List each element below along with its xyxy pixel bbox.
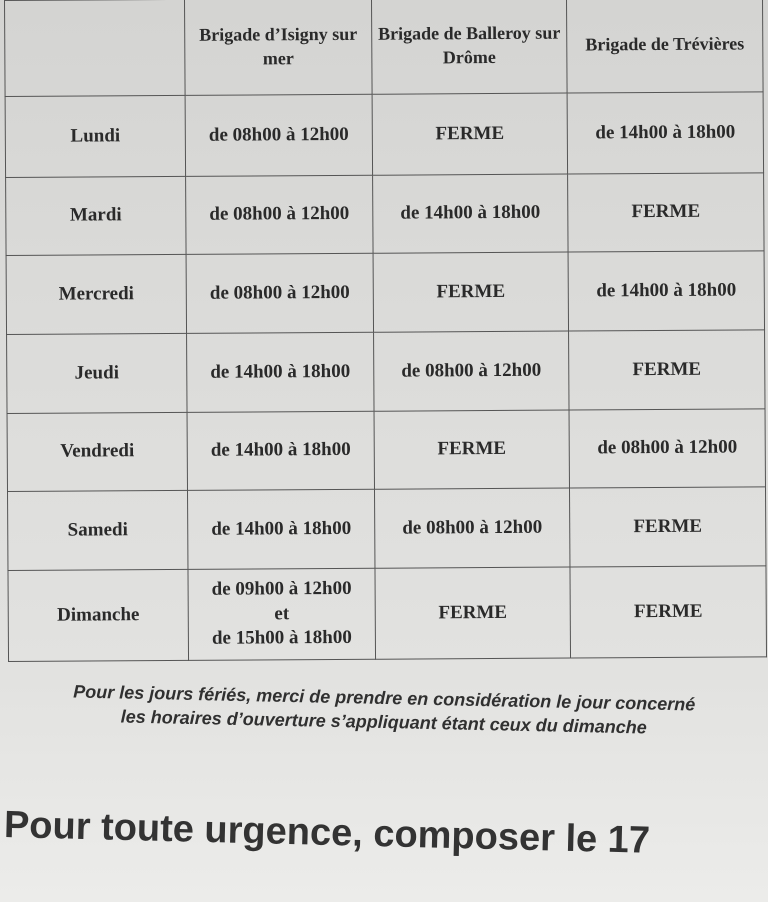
holiday-note-line-2: les horaires d’ouverture s’appliquant étant ceux du dimanche (120, 706, 647, 738)
isigny-hours: de 14h00 à 18h00 (187, 411, 374, 491)
trevieres-hours: FERME (569, 330, 765, 410)
trevieres-hours: de 14h00 à 18h00 (568, 251, 764, 331)
balleroy-hours: FERME (373, 252, 568, 332)
isigny-hours: de 14h00 à 18h00 (187, 332, 374, 412)
table-row (6, 173, 764, 256)
header-trevieres: Brigade de Trévières (566, 0, 763, 93)
isigny-hours (188, 568, 376, 660)
trevieres-hours: de 14h00 à 18h00 (567, 92, 763, 174)
table-row (7, 409, 765, 492)
isigny-hours-line: de 09h00 à 12h00 (211, 577, 352, 600)
day-cell: Vendredi (7, 412, 187, 492)
day-cell: Lundi (5, 95, 185, 177)
table-row (7, 330, 765, 413)
header-balleroy: Brigade de Balleroy sur Drôme (371, 0, 567, 94)
trevieres-hours: FERME (568, 173, 764, 253)
trevieres-hours: FERME (569, 487, 765, 567)
trevieres-hours: FERME (570, 566, 767, 658)
balleroy-hours: FERME (372, 93, 567, 175)
balleroy-hours: FERME (375, 567, 571, 659)
day-cell: Dimanche (8, 570, 189, 662)
balleroy-hours: de 14h00 à 18h00 (373, 174, 568, 254)
day-cell: Mercredi (6, 255, 186, 335)
table-row (8, 487, 766, 570)
table-header-row (5, 0, 764, 96)
holiday-note (0, 678, 768, 742)
day-cell: Mardi (6, 176, 186, 256)
trevieres-hours: de 08h00 à 12h00 (569, 409, 765, 489)
opening-hours-table (4, 0, 767, 662)
day-cell: Jeudi (7, 333, 187, 413)
balleroy-hours: FERME (374, 410, 569, 490)
table-row (6, 251, 764, 334)
isigny-hours: de 08h00 à 12h00 (186, 175, 373, 255)
holiday-note-line-1: Pour les jours fériés, merci de prendre en considération le jour concerné (73, 681, 696, 715)
balleroy-hours: de 08h00 à 12h00 (374, 331, 569, 411)
isigny-hours-line: et (274, 602, 290, 625)
isigny-hours-line: de 15h00 à 18h00 (211, 627, 352, 650)
header-corner-cell (5, 0, 186, 96)
balleroy-hours: de 08h00 à 12h00 (374, 489, 569, 569)
isigny-hours: de 08h00 à 12h00 (185, 94, 372, 176)
isigny-hours: de 08h00 à 12h00 (186, 254, 373, 334)
table-row (5, 92, 763, 177)
emergency-notice: Pour toute urgence, composer le 17 (3, 804, 651, 862)
header-isigny: Brigade d’Isigny sur mer (184, 0, 372, 95)
isigny-hours: de 14h00 à 18h00 (188, 490, 375, 570)
day-cell: Samedi (8, 491, 188, 571)
table-row (8, 566, 767, 661)
